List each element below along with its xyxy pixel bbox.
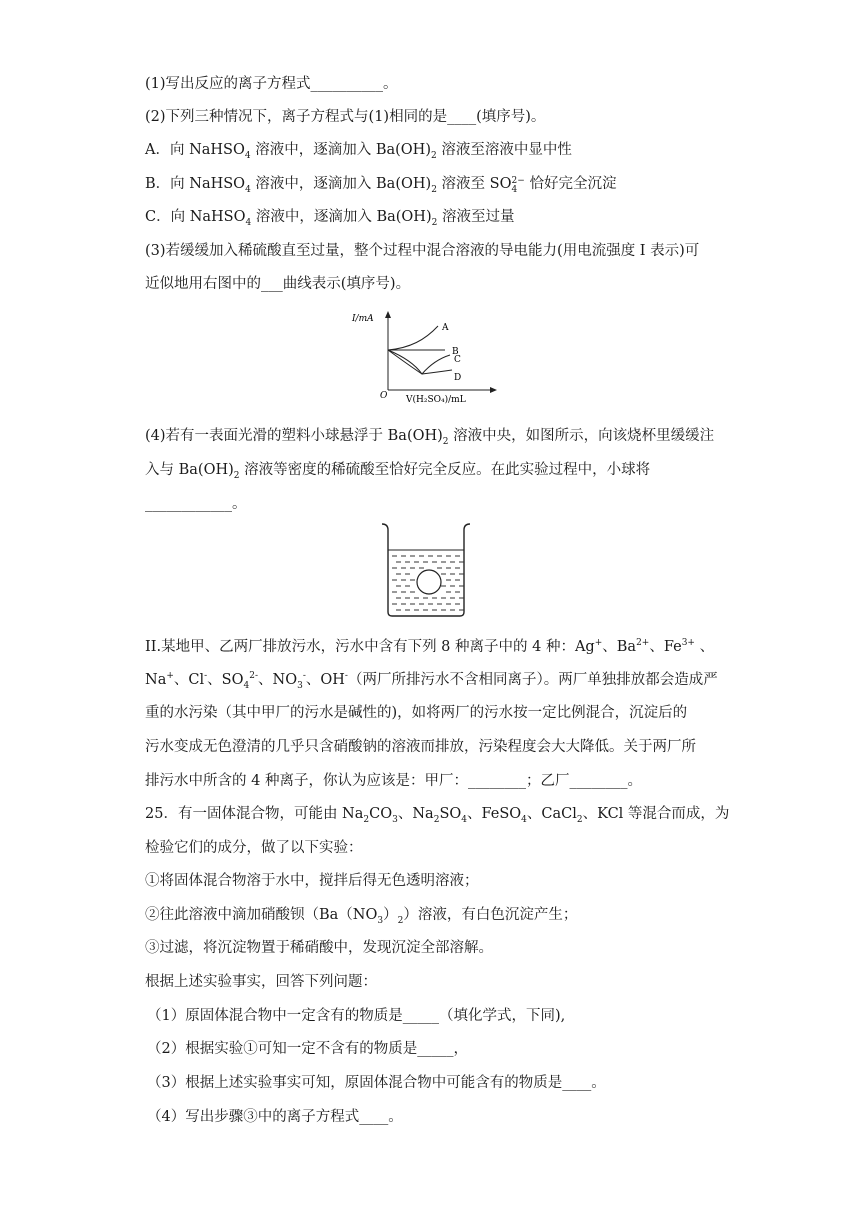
y-axis-arrow — [385, 311, 391, 318]
part-ii-line-4: 污水变成无色澄清的几乎只含硝酸钠的溶液而排放，污染程度会大大降低。关于两厂所 — [145, 739, 696, 755]
question-4-line-2: 入与 $Ba(OH)_2$ 溶液等密度的稀硫酸至恰好完全反应。在此实验过程中，小球将 — [145, 462, 651, 481]
option-b: B．向 NaHSO$_4$ 溶液中，逐滴加入 $Ba(OH)_2$ 溶液至 SO 2− 4 恰好完全沉淀 — [145, 176, 617, 195]
question-25-line-2: 检验它们的成分，做了以下实验： — [145, 840, 363, 856]
x-axis-label: V(H₂SO₄)/mL — [406, 395, 466, 404]
sulfate-charge: 2− 4 — [511, 176, 525, 195]
question-25-line-1: 25．有一固体混合物，可能由 $Na_2CO_3$、$Na_2SO_4$、FeSO$_4$、CaCl$_2$、KCl 等混合而成，为 — [145, 806, 730, 825]
curve-label-a: A — [442, 323, 449, 333]
experiment-step-3: ③过滤，将沉淀物置于稀硝酸中，发现沉淀全部溶解。 — [145, 940, 493, 956]
part-ii-line-3: 重的水污染（其中甲厂的污水是碱性的)，如将两厂的污水按一定比例混合，沉淀后的 — [145, 705, 688, 721]
question-2: (2)下列三种情况下，离子方程式与(1)相同的是____(填序号)。 — [145, 109, 546, 125]
curve-label-b: B — [452, 347, 459, 357]
y-axis-label: I/mA — [352, 314, 374, 324]
question-1: (1)写出反应的离子方程式__________。 — [145, 76, 398, 92]
sub-question-1: （1）原固体混合物中一定含有的物质是_____（填化学式，下同), — [147, 1008, 566, 1024]
part-ii-line-5: 排污水中所含的 4 种离子，你认为应该是：甲厂：________；乙厂________。 — [145, 773, 642, 789]
beaker-figure — [376, 520, 476, 620]
curve-c — [388, 350, 450, 374]
question-4-line-3: ____________。 — [145, 496, 247, 512]
sub-question-3: （3）根据上述实验事实可知，原固体混合物中可能含有的物质是____。 — [147, 1075, 606, 1091]
option-a: A．向 NaHSO$_4$ 溶液中，逐滴加入 $Ba(OH)_2$ 溶液至溶液中显中性 — [145, 142, 572, 161]
part-ii-line-1: II.某地甲、乙两厂排放污水，污水中含有下列 8 种离子中的 4 种：Ag+、$Ba^{2+}$、$Fe^{3+}$ 、 — [145, 638, 715, 655]
conductivity-graph — [350, 308, 510, 404]
x-axis-arrow — [490, 387, 497, 393]
sub-question-4: （4）写出步骤③中的离子方程式____。 — [147, 1109, 403, 1125]
origin-label: O — [380, 391, 388, 401]
question-3-line-1: (3)若缓缓加入稀硫酸直至过量，整个过程中混合溶液的导电能力(用电流强度 I 表示)可 — [145, 243, 700, 259]
curve-label-d: D — [454, 373, 462, 383]
plastic-ball — [417, 570, 441, 594]
option-c: C．向 NaHSO$_4$ 溶液中，逐滴加入 $Ba(OH)_2$ 溶液至过量 — [145, 209, 515, 228]
part-ii-line-2: Na+、Cl-、$SO_4^{2-}$、$NO_3^-$、OH-（两厂所排污水不含相同离子）。两厂单独排放都会造成严 — [145, 671, 718, 691]
curve-label-c: C — [454, 355, 461, 365]
question-4-line-1: (4)若有一表面光滑的塑料小球悬浮于 $Ba(OH)_2$ 溶液中央，如图所示，向该烧杯里缓缓注 — [145, 428, 715, 447]
questions-intro: 根据上述实验事实，回答下列问题： — [145, 974, 377, 990]
curve-a — [388, 326, 438, 350]
sub-question-2: （2）根据实验①可知一定不含有的物质是_____， — [147, 1041, 468, 1057]
experiment-step-2: ②往此溶液中滴加硝酸钡$(Ba(NO_3)_2)$溶液，有白色沉淀产生； — [145, 907, 578, 926]
experiment-step-1: ①将固体混合物溶于水中，搅拌后得无色透明溶液； — [145, 873, 479, 889]
curve-d — [388, 350, 452, 374]
question-3-line-2: 近似地用右图中的___曲线表示(填序号)。 — [145, 276, 411, 292]
